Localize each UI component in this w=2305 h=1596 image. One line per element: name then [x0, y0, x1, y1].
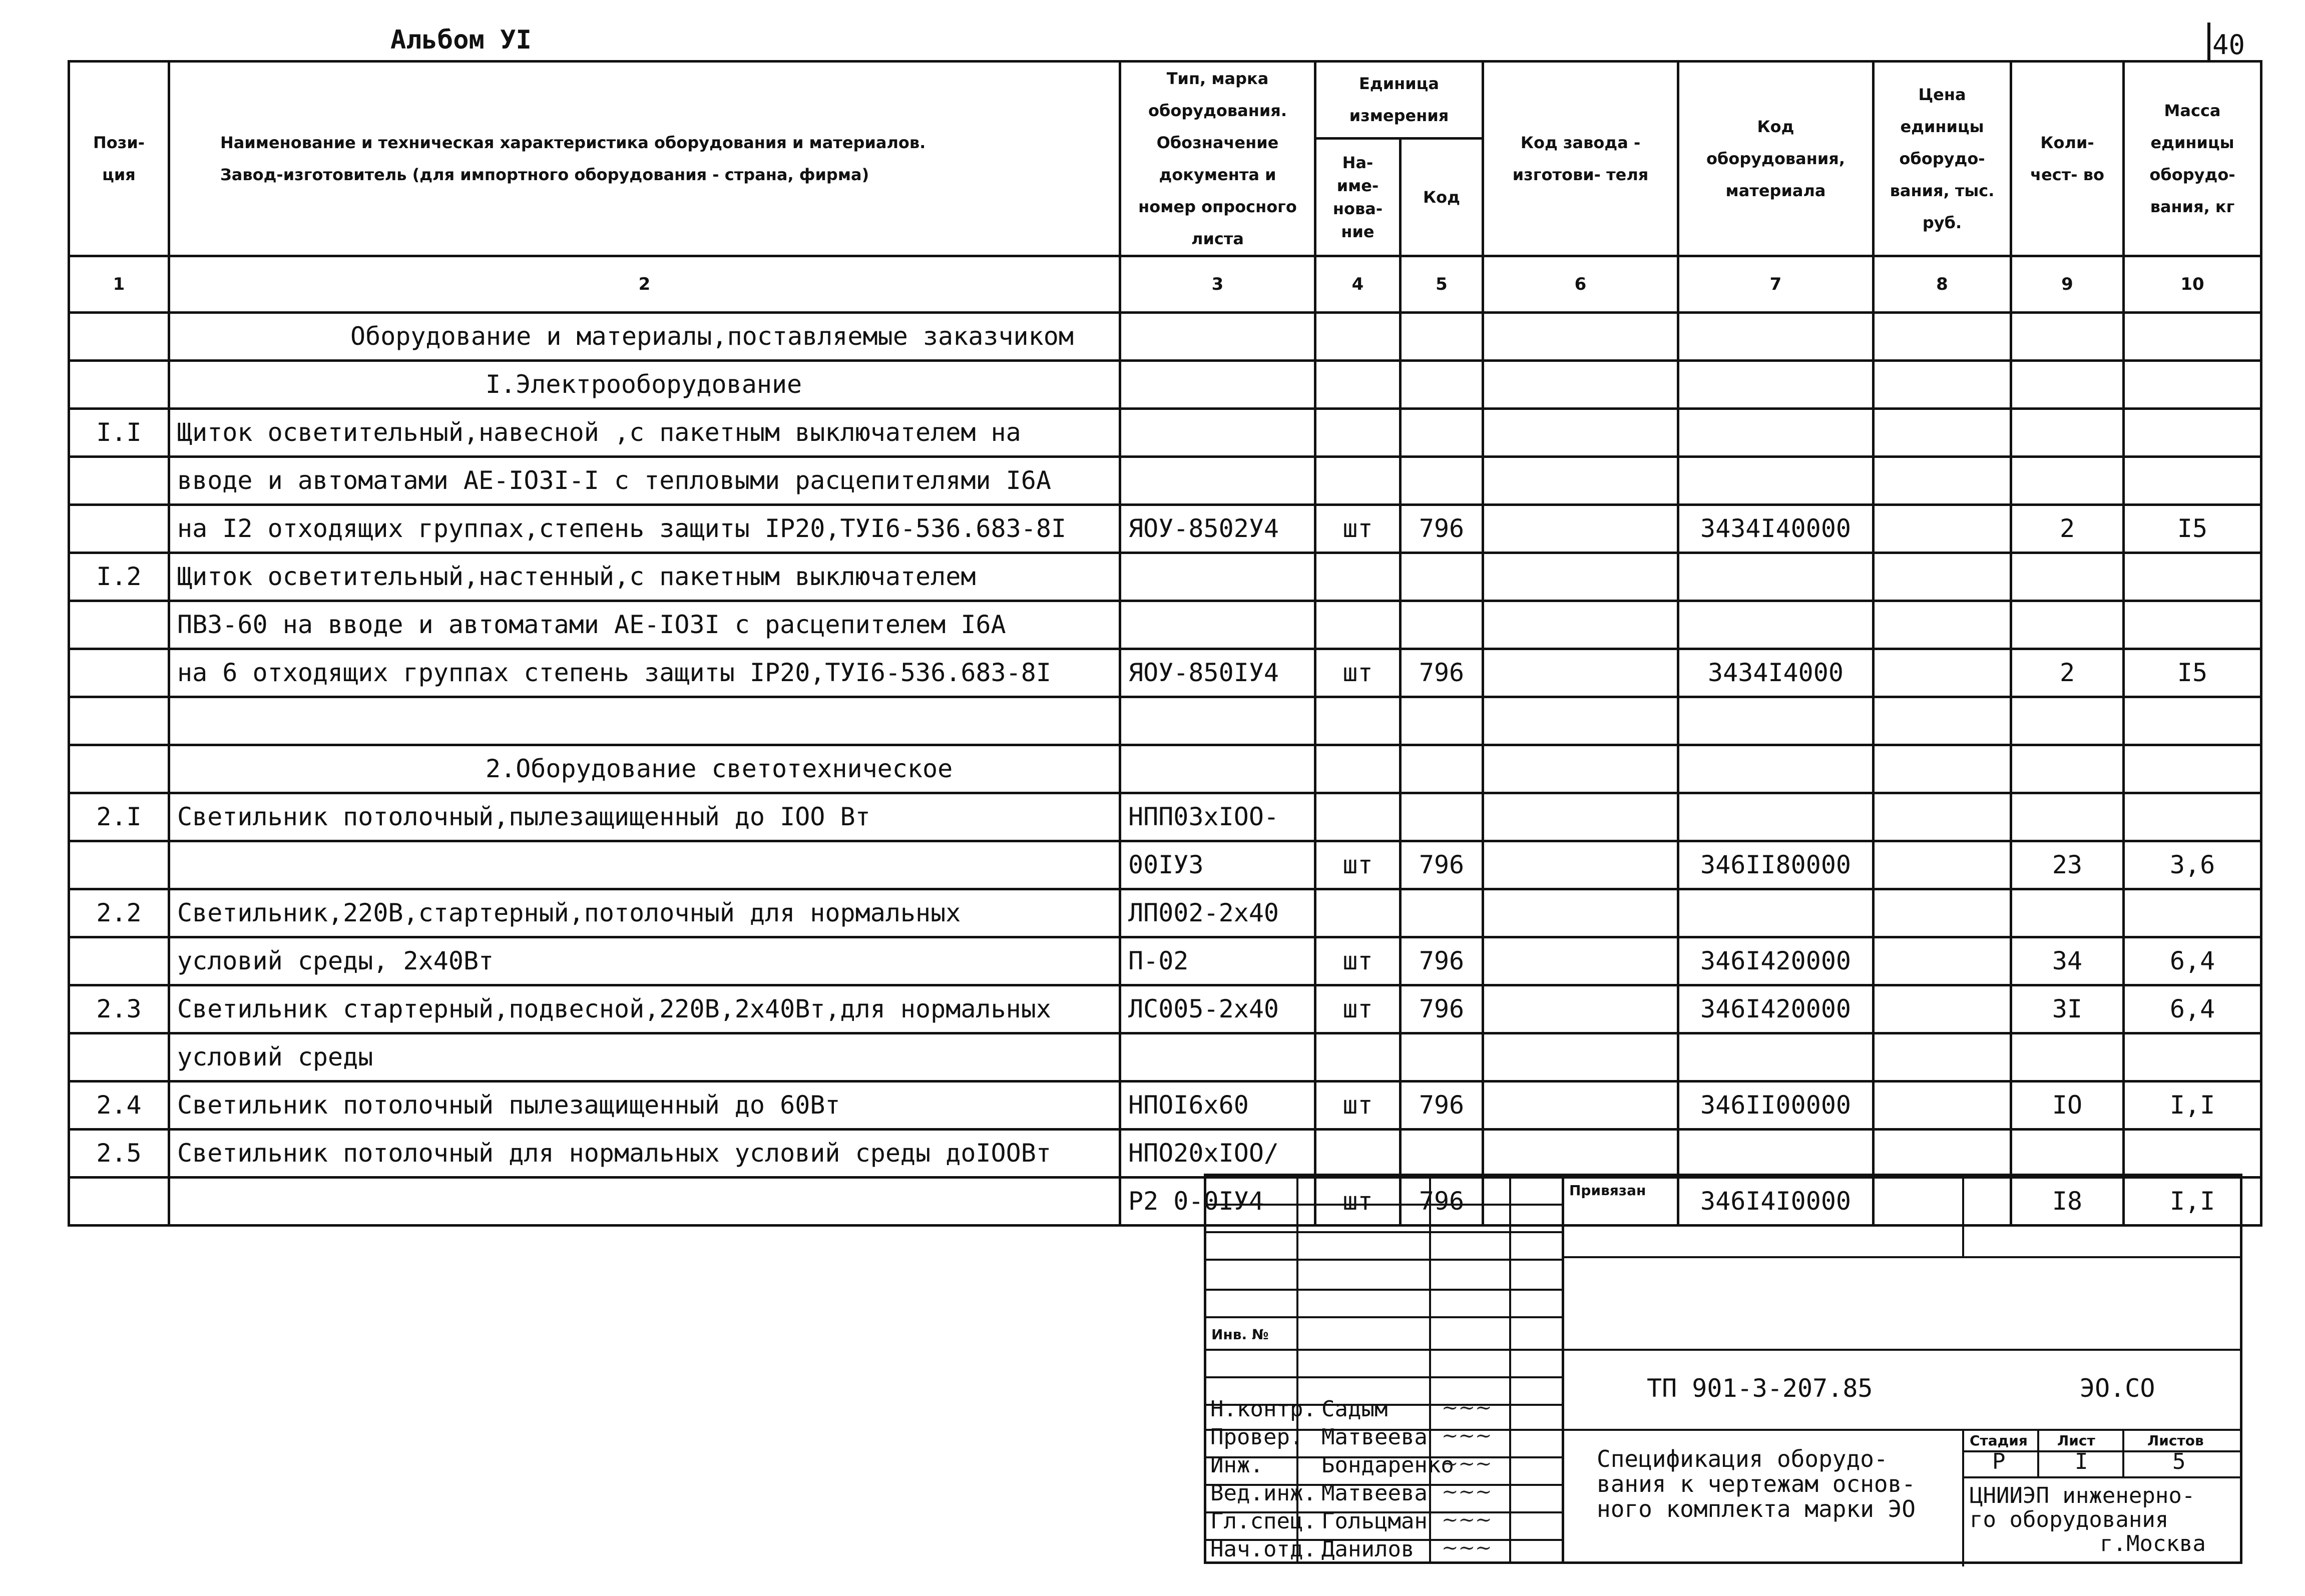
- column-number: 3: [1120, 256, 1315, 313]
- row-unit: [1315, 697, 1401, 745]
- inventory-label: Инв. №: [1211, 1326, 1269, 1343]
- header-unit-name: На- име- нова- ние: [1315, 138, 1401, 256]
- row-type: [1120, 601, 1315, 649]
- row-factory-code: [1483, 505, 1678, 553]
- row-equipment-code: [1678, 601, 1874, 649]
- row-unit: [1315, 1033, 1401, 1082]
- grid-divider: [2037, 1429, 2039, 1476]
- row-type: ЛП002-2х40: [1120, 889, 1315, 937]
- header-position: Пози- ция: [69, 62, 169, 256]
- row-unit: шт: [1315, 649, 1401, 697]
- row-equipment-code: [1678, 745, 1874, 793]
- document-title-line: Спецификация оборудо-: [1597, 1445, 1888, 1472]
- title-block: [1204, 1174, 2242, 1564]
- row-factory-code: [1483, 1082, 1678, 1130]
- row-price: [1874, 457, 2011, 505]
- row-name: Щиток осветительный,навесной ,с пакетным выключателем на: [169, 409, 1120, 457]
- grid-divider: [1564, 1429, 2242, 1431]
- table-row: [69, 697, 2261, 745]
- row-position: 2.4: [69, 1082, 169, 1130]
- table-row: [69, 1033, 2261, 1082]
- row-unit: шт: [1315, 985, 1401, 1033]
- row-equipment-code: 3434I4000: [1678, 649, 1874, 697]
- header-name-line1: Наименование и техническая характеристика оборудования и материалов.: [220, 133, 926, 152]
- row-position: [69, 745, 169, 793]
- row-equipment-code: [1678, 697, 1874, 745]
- row-unit: [1315, 745, 1401, 793]
- document-title-line: ного комплекта марки ЭО: [1597, 1495, 1916, 1522]
- document-title: [1597, 1446, 1916, 1521]
- row-price: [1874, 937, 2011, 985]
- column-number: 6: [1483, 256, 1678, 313]
- row-equipment-code: 346I4I0000: [1678, 1178, 1874, 1226]
- row-unit-code: [1401, 889, 1483, 937]
- grid-divider: [1962, 1176, 1964, 1256]
- header-name-line2: Завод-изготовитель (для импортного оборудования - страна, фирма): [220, 165, 869, 184]
- row-factory-code: [1483, 601, 1678, 649]
- row-price: [1874, 841, 2011, 889]
- row-unit: шт: [1315, 1082, 1401, 1130]
- row-price: [1874, 745, 2011, 793]
- row-name: Светильник потолочный пылезащищенный до 60Вт: [169, 1082, 1120, 1130]
- row-type: [1120, 1033, 1315, 1082]
- row-type: [1120, 457, 1315, 505]
- row-mass: 6,4: [2124, 985, 2261, 1033]
- organization: [1970, 1484, 2206, 1556]
- row-quantity: [2011, 313, 2124, 361]
- table-row: [69, 409, 2261, 457]
- row-mass: [2124, 313, 2261, 361]
- signature-name: Матвеева: [1321, 1424, 1428, 1450]
- row-quantity: [2011, 697, 2124, 745]
- row-factory-code: [1483, 841, 1678, 889]
- row-mass: [2124, 601, 2261, 649]
- grid-divider: [1509, 1176, 1511, 1561]
- row-factory-code: [1483, 745, 1678, 793]
- row-name: ПВЗ-60 на вводе и автоматами АЕ-IO3I с расцепителем I6А: [169, 601, 1120, 649]
- row-type: ЛС005-2х40: [1120, 985, 1315, 1033]
- handwritten-signature: ~~~: [1442, 1424, 1492, 1447]
- handwritten-signature: ~~~: [1442, 1480, 1492, 1503]
- row-name: на I2 отходящих группах,степень защиты IP20,ТУI6-536.683-8I: [169, 505, 1120, 553]
- row-mass: [2124, 697, 2261, 745]
- row-factory-code: [1483, 409, 1678, 457]
- row-quantity: 34: [2011, 937, 2124, 985]
- column-number: 2: [169, 256, 1120, 313]
- signature-name: Данилов: [1321, 1536, 1415, 1562]
- document-code: ТП 901-3-207.85: [1647, 1374, 1873, 1403]
- row-equipment-code: [1678, 1130, 1874, 1178]
- row-unit: [1315, 361, 1401, 409]
- row-name: условий среды: [169, 1033, 1120, 1082]
- table-row: [69, 1082, 2261, 1130]
- signature-name: Матвеева: [1321, 1480, 1428, 1506]
- row-quantity: [2011, 409, 2124, 457]
- row-unit: шт: [1315, 841, 1401, 889]
- row-quantity: 2: [2011, 505, 2124, 553]
- row-name: Светильник потолочный для нормальных условий среды доIOOВт: [169, 1130, 1120, 1178]
- table-row: [69, 1130, 2261, 1178]
- header-unit-code: Код: [1401, 138, 1483, 256]
- row-mass: 3,6: [2124, 841, 2261, 889]
- header-equipment-code: Код оборудования, материала: [1678, 62, 1874, 256]
- row-price: [1874, 409, 2011, 457]
- signature-role: Вед.инж.: [1210, 1480, 1316, 1506]
- page-number: 40: [2212, 29, 2245, 61]
- row-price: [1874, 985, 2011, 1033]
- row-factory-code: [1483, 697, 1678, 745]
- row-position: [69, 937, 169, 985]
- signature-role: Инж.: [1210, 1452, 1263, 1478]
- row-unit: шт: [1315, 937, 1401, 985]
- row-quantity: IO: [2011, 1082, 2124, 1130]
- row-type: [1120, 745, 1315, 793]
- row-type: 00IУ3: [1120, 841, 1315, 889]
- row-factory-code: [1483, 649, 1678, 697]
- header-price: Цена единицы оборудо- вания, тыс. руб.: [1874, 62, 2011, 256]
- row-equipment-code: [1678, 409, 1874, 457]
- row-name: [169, 841, 1120, 889]
- row-factory-code: [1483, 793, 1678, 841]
- row-quantity: [2011, 361, 2124, 409]
- row-equipment-code: 346II00000: [1678, 1082, 1874, 1130]
- column-number: 10: [2124, 256, 2261, 313]
- row-type: [1120, 409, 1315, 457]
- row-quantity: [2011, 1130, 2124, 1178]
- row-mass: [2124, 553, 2261, 601]
- row-position: [69, 697, 169, 745]
- signature-role: Провер.: [1210, 1424, 1303, 1450]
- row-mass: [2124, 409, 2261, 457]
- row-unit-code: [1401, 745, 1483, 793]
- row-name: [169, 697, 1120, 745]
- signature-role: Гл.спец.: [1210, 1508, 1316, 1534]
- row-position: I.2: [69, 553, 169, 601]
- grid-divider: [1564, 1256, 2242, 1258]
- row-quantity: [2011, 745, 2124, 793]
- row-factory-code: [1483, 937, 1678, 985]
- row-price: [1874, 505, 2011, 553]
- grid-divider: [1564, 1349, 2242, 1351]
- organization-line: ЦНИИЭП инженерно-: [1970, 1483, 2195, 1508]
- row-factory-code: [1483, 553, 1678, 601]
- row-factory-code: [1483, 985, 1678, 1033]
- grid-divider: [1206, 1259, 1564, 1261]
- row-quantity: 3I: [2011, 985, 2124, 1033]
- row-unit-code: 796: [1401, 1178, 1483, 1226]
- row-price: [1874, 1130, 2011, 1178]
- row-unit-code: 796: [1401, 505, 1483, 553]
- organization-line: г.Москва: [2100, 1531, 2206, 1556]
- row-position: 2.3: [69, 985, 169, 1033]
- page-number-divider: [2207, 23, 2210, 63]
- row-factory-code: [1483, 313, 1678, 361]
- row-equipment-code: [1678, 889, 1874, 937]
- row-quantity: [2011, 793, 2124, 841]
- row-price: [1874, 313, 2011, 361]
- table-row: [69, 937, 2261, 985]
- row-price: [1874, 553, 2011, 601]
- row-quantity: 2: [2011, 649, 2124, 697]
- header-quantity: Коли- чест- во: [2011, 62, 2124, 256]
- row-price: [1874, 649, 2011, 697]
- handwritten-signature: ~~~: [1442, 1396, 1492, 1419]
- row-quantity: [2011, 553, 2124, 601]
- signature-name: Гольцман: [1321, 1508, 1428, 1534]
- row-unit: [1315, 553, 1401, 601]
- row-position: [69, 841, 169, 889]
- row-mass: 6,4: [2124, 937, 2261, 985]
- sheets-value: 5: [2172, 1449, 2186, 1474]
- row-name: [169, 1178, 1120, 1226]
- row-unit: шт: [1315, 1178, 1401, 1226]
- row-unit-code: [1401, 1130, 1483, 1178]
- row-mass: I,I: [2124, 1178, 2261, 1226]
- grid-divider: [1206, 1376, 1564, 1378]
- row-position: [69, 313, 169, 361]
- row-unit-code: 796: [1401, 649, 1483, 697]
- row-type: ЯОУ-850IУ4: [1120, 649, 1315, 697]
- signature-role: Н.контр.: [1210, 1396, 1316, 1422]
- row-name: Щиток осветительный,настенный,с пакетным выключателем: [169, 553, 1120, 601]
- row-quantity: I8: [2011, 1178, 2124, 1226]
- row-equipment-code: [1678, 793, 1874, 841]
- row-unit: [1315, 1130, 1401, 1178]
- row-name: вводе и автоматами АЕ-IO3I-I с тепловыми расцепителями I6А: [169, 457, 1120, 505]
- row-factory-code: [1483, 1033, 1678, 1082]
- row-unit-code: [1401, 1033, 1483, 1082]
- row-position: [69, 601, 169, 649]
- table-row: [69, 793, 2261, 841]
- handwritten-signature: ~~~: [1442, 1536, 1492, 1559]
- handwritten-signature: ~~~: [1442, 1452, 1492, 1475]
- row-type: НПО20хIOO/: [1120, 1130, 1315, 1178]
- row-unit-code: 796: [1401, 937, 1483, 985]
- row-type: Р2 0-0IУ4: [1120, 1178, 1315, 1226]
- handwritten-signature: ~~~: [1442, 1508, 1492, 1531]
- row-unit-code: [1401, 361, 1483, 409]
- row-unit-code: [1401, 457, 1483, 505]
- row-mass: [2124, 457, 2261, 505]
- row-position: [69, 1178, 169, 1226]
- row-mass: [2124, 361, 2261, 409]
- row-mass: [2124, 745, 2261, 793]
- row-unit: [1315, 889, 1401, 937]
- row-price: [1874, 1033, 2011, 1082]
- row-position: 2.5: [69, 1130, 169, 1178]
- row-equipment-code: 346I420000: [1678, 937, 1874, 985]
- signature-role: Нач.отд.: [1210, 1536, 1316, 1562]
- row-equipment-code: [1678, 457, 1874, 505]
- column-number: 5: [1401, 256, 1483, 313]
- row-price: [1874, 601, 2011, 649]
- column-number: 8: [1874, 256, 2011, 313]
- table-row: [69, 505, 2261, 553]
- row-type: [1120, 697, 1315, 745]
- row-unit-code: [1401, 793, 1483, 841]
- grid-divider: [1206, 1316, 1564, 1318]
- row-name: на 6 отходящих группах степень защиты IP20,ТУI6-536.683-8I: [169, 649, 1120, 697]
- grid-divider: [1206, 1349, 1564, 1351]
- row-name: условий среды, 2х40Вт: [169, 937, 1120, 985]
- stage-value: Р: [1992, 1449, 2006, 1474]
- row-type: [1120, 553, 1315, 601]
- row-equipment-code: [1678, 313, 1874, 361]
- grid-divider: [1962, 1429, 1964, 1566]
- row-unit-code: 796: [1401, 985, 1483, 1033]
- row-quantity: [2011, 601, 2124, 649]
- column-number-row: [69, 256, 2261, 313]
- row-equipment-code: 346II80000: [1678, 841, 1874, 889]
- album-label: Альбом УI: [390, 25, 532, 55]
- row-unit: [1315, 313, 1401, 361]
- row-unit-code: 796: [1401, 1082, 1483, 1130]
- row-unit: [1315, 457, 1401, 505]
- row-factory-code: [1483, 361, 1678, 409]
- grid-divider: [1206, 1231, 1564, 1233]
- document-title-line: вания к чертежам основ-: [1597, 1470, 1916, 1497]
- row-type: НПОI6х60: [1120, 1082, 1315, 1130]
- table-row: [69, 649, 2261, 697]
- table-row: [69, 985, 2261, 1033]
- row-equipment-code: [1678, 361, 1874, 409]
- row-name: 2.Оборудование светотехническое: [169, 745, 1120, 793]
- specification-table: [68, 60, 2262, 1227]
- row-equipment-code: [1678, 553, 1874, 601]
- row-price: [1874, 793, 2011, 841]
- row-position: 2.I: [69, 793, 169, 841]
- row-factory-code: [1483, 889, 1678, 937]
- row-factory-code: [1483, 457, 1678, 505]
- grid-divider: [1206, 1289, 1564, 1291]
- header-type: Тип, марка оборудования. Обозначение документа и номер опросного листа: [1120, 62, 1315, 256]
- row-mass: [2124, 1033, 2261, 1082]
- row-name: Светильник стартерный,подвесной,220В,2х40Вт,для нормальных: [169, 985, 1120, 1033]
- row-type: П-02: [1120, 937, 1315, 985]
- signature-name: Бондаренко: [1321, 1452, 1454, 1478]
- grid-divider: [1429, 1176, 1431, 1561]
- row-position: 2.2: [69, 889, 169, 937]
- row-position: [69, 649, 169, 697]
- row-equipment-code: [1678, 1033, 1874, 1082]
- row-position: [69, 505, 169, 553]
- row-price: [1874, 1082, 2011, 1130]
- sheet-value: I: [2075, 1449, 2088, 1474]
- row-unit: [1315, 601, 1401, 649]
- table-row: [69, 841, 2261, 889]
- row-unit-code: [1401, 409, 1483, 457]
- document-mark: ЭО.СО: [2080, 1374, 2155, 1403]
- table-row: [69, 457, 2261, 505]
- row-unit-code: [1401, 313, 1483, 361]
- column-number: 1: [69, 256, 169, 313]
- header-factory-code: Код завода - изготови- теля: [1483, 62, 1678, 256]
- table-row: [69, 313, 2261, 361]
- privyazan-label: Привязан: [1569, 1182, 1646, 1199]
- row-equipment-code: 3434I40000: [1678, 505, 1874, 553]
- row-price: [1874, 697, 2011, 745]
- table-row: [69, 601, 2261, 649]
- row-position: I.I: [69, 409, 169, 457]
- table-row: [69, 361, 2261, 409]
- grid-divider: [2122, 1429, 2124, 1476]
- column-number: 7: [1678, 256, 1874, 313]
- row-unit: шт: [1315, 505, 1401, 553]
- row-price: [1874, 889, 2011, 937]
- row-unit: [1315, 793, 1401, 841]
- row-name: I.Электрооборудование: [169, 361, 1120, 409]
- row-name: Светильник,220В,стартерный,потолочный для нормальных: [169, 889, 1120, 937]
- row-position: [69, 457, 169, 505]
- organization-line: го оборудования: [1970, 1507, 2169, 1532]
- row-quantity: [2011, 457, 2124, 505]
- row-type: ЯОУ-8502У4: [1120, 505, 1315, 553]
- grid-divider: [1206, 1204, 1564, 1206]
- row-factory-code: [1483, 1130, 1678, 1178]
- header-mass: Масса единицы оборудо- вания, кг: [2124, 62, 2261, 256]
- sheet-label: Лист: [2057, 1432, 2095, 1449]
- row-mass: I5: [2124, 649, 2261, 697]
- row-quantity: [2011, 889, 2124, 937]
- row-quantity: [2011, 1033, 2124, 1082]
- row-equipment-code: 346I420000: [1678, 985, 1874, 1033]
- row-mass: I,I: [2124, 1082, 2261, 1130]
- stage-label: Стадия: [1970, 1432, 2028, 1449]
- table-row: [69, 553, 2261, 601]
- row-mass: [2124, 889, 2261, 937]
- row-mass: I5: [2124, 505, 2261, 553]
- row-unit-code: 796: [1401, 841, 1483, 889]
- row-unit-code: [1401, 553, 1483, 601]
- sheets-label: Листов: [2147, 1432, 2204, 1449]
- row-type: НПП03хIOO-: [1120, 793, 1315, 841]
- row-unit: [1315, 409, 1401, 457]
- column-number: 4: [1315, 256, 1401, 313]
- row-name: Оборудование и материалы,поставляемые заказчиком: [169, 313, 1120, 361]
- header-name: [169, 62, 1120, 256]
- table-row: [69, 889, 2261, 937]
- signature-name: Садым: [1321, 1396, 1388, 1422]
- row-position: [69, 361, 169, 409]
- table-row: [69, 745, 2261, 793]
- row-type: [1120, 361, 1315, 409]
- row-quantity: 23: [2011, 841, 2124, 889]
- row-unit-code: [1401, 601, 1483, 649]
- header-unit: Единица измерения: [1315, 62, 1483, 139]
- row-type: [1120, 313, 1315, 361]
- row-mass: [2124, 1130, 2261, 1178]
- row-unit-code: [1401, 697, 1483, 745]
- grid-divider: [1962, 1476, 2242, 1478]
- row-name: Светильник потолочный,пылезащищенный до IOO Вт: [169, 793, 1120, 841]
- row-position: [69, 1033, 169, 1082]
- column-number: 9: [2011, 256, 2124, 313]
- row-price: [1874, 361, 2011, 409]
- row-mass: [2124, 793, 2261, 841]
